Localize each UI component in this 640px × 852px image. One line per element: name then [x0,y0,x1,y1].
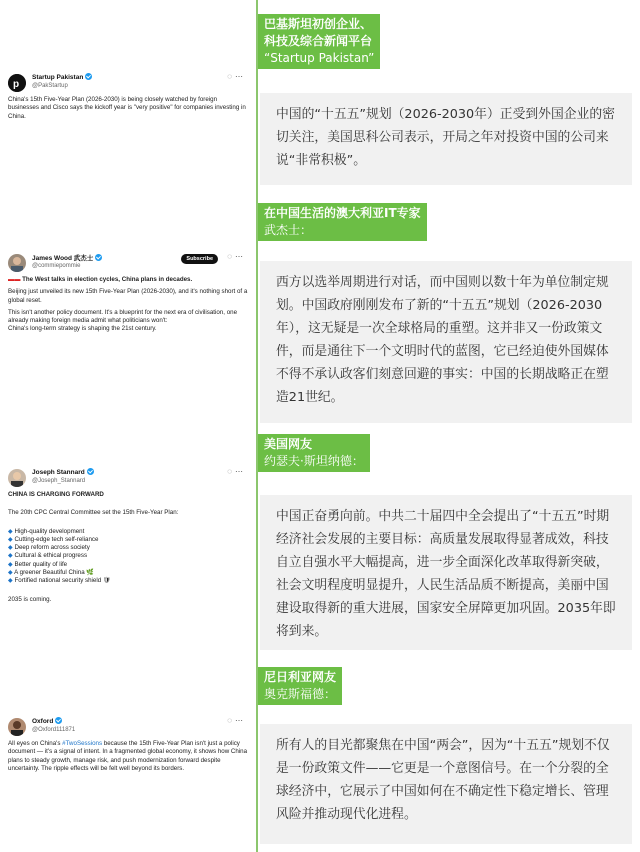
list-item: ◆ Cutting-edge tech self-reliance [8,535,99,543]
section-label-james-wood [258,203,427,241]
verified-badge-icon [87,468,94,475]
translation-box: 中国的“十五五”规划（2026-2030年）正受到外国企业的密切关注，美国思科公司表示，开局之年对投资中国的公司来说“非常积极”。 [260,93,632,185]
list-item: ◆ A greener Beautiful China 🌿 [8,569,95,577]
avatar[interactable] [8,74,26,92]
translation-box: 西方以选举周期进行对话，而中国则以数十年为单位制定规划。中国政府刚刚发布了新的“十五五”规划（2026-2030年），这无疑是一次全球格局的重塑。这并非又一份政策文件，而是通往下一个文明时代的蓝图，它已经迫使外国媒体不得不承认政客们刻意回避的事实：中国的长期战略正在塑造21世纪。 [260,261,632,423]
tweet-oxford[interactable] [8,716,248,773]
tweet-joseph-stannard[interactable] [8,467,248,608]
section-subtitle: 奥克斯福德： [264,687,337,701]
list-item: ◆ Fortified national security shield 🛡 [8,577,111,585]
avatar[interactable] [8,469,26,487]
svg-text:p: p [13,79,20,90]
more-options-icon[interactable]: ⋯ [235,716,246,725]
section-title: 尼日利亚网友 [264,670,337,684]
tweet-intro: The 20th CPC Central Committee set the 15th Five-Year Plan: [8,509,179,517]
author-name[interactable]: Joseph Stannard [32,469,85,476]
grok-icon[interactable]: ◌ [227,72,235,81]
subscribe-button[interactable]: Subscribe [181,254,218,264]
tweet-james-wood[interactable] [8,252,248,338]
tweet-text: China's 15th Five-Year Plan (2026-2030) is being closely watched by foreign businesses and Cisco says the kickoff year is "very positive" for companies investing in China. [8,96,246,120]
author-handle[interactable]: @Joseph_Stannard [32,478,86,484]
section-subtitle: 武杰士： [264,223,313,237]
translation-box: 中国正奋勇向前。中共二十届四中全会提出了“十五五”时期经济社会发展的主要目标：高质量发展取得显著成效，科技自立自强水平大幅提高，进一步全面深化改革取得新突破，社会文明程度明显提升，人民生活品质不断提高，美丽中国建设取得新的重大进展，国家安全屏障更加巩固。2035年即将到来。 [260,495,632,650]
tweet-headline: CHINA IS CHARGING FORWARD [8,491,104,498]
author-handle[interactable]: @commiepommie [32,263,81,269]
list-item: ◆ Deep reform across society [8,544,90,552]
tweet-paragraph: Beijing just unveiled its new 15th Five-Year Plan (2026-2030), and it's nothing short of a global reset. [8,288,248,304]
section-subtitle: 约瑟夫·斯坦纳德： [264,454,364,468]
section-label-startup-pakistan [258,14,380,69]
section-title: 美国网友 [264,437,313,451]
avatar[interactable] [8,718,26,736]
section-label-oxford [258,667,342,705]
author-handle[interactable]: @PakStartup [32,83,68,89]
verified-badge-icon [55,717,62,724]
section-title: 在中国生活的澳大利亚IT专家 [264,206,421,220]
more-options-icon[interactable]: ⋯ [235,72,246,81]
tweet-list [8,528,248,586]
divider [256,0,258,852]
author-handle[interactable]: @Oxford111871 [32,727,76,733]
more-options-icon[interactable]: ⋯ [235,252,246,261]
section-title: 巴基斯坦初创企业、 [264,17,373,31]
translation-box: 所有人的目光都聚焦在中国“两会”，因为“十五五”规划不仅是一份政策文件——它更是一个意图信号。在一个分裂的全球经济中，它展示了中国如何在不确定性下稳定增长、管理风险并推动现代化进程。 [260,724,632,844]
verified-badge-icon [85,73,92,80]
list-item: ◆ High-quality development [8,527,85,535]
more-options-icon[interactable]: ⋯ [235,467,246,476]
tweet-text: All eyes on China's #TwoSessions because the 15th Five-Year Plan isn't just a policy document — it's a signal of intent. In a fragmented global economy, it shows how China plans to steady growth, manage risk, and push modernization forward despite uncertainty. The ripple effects will be felt well beyond its borders. [8,740,248,772]
author-name[interactable]: Startup Pakistan [32,74,84,81]
grok-icon[interactable]: ◌ [227,716,235,725]
list-item: ◆ Better quality of life [8,560,68,568]
tweets-column [0,0,256,852]
hashtag-link[interactable]: #TwoSessions [62,740,103,747]
grok-icon[interactable]: ◌ [227,467,235,476]
list-item: ◆ Cultural & ethical progress [8,552,88,560]
tweet-startup-pakistan[interactable] [8,72,248,121]
tweet-headline: The West talks in election cycles, China plans in decades. [22,276,193,283]
tweet-outro: 2035 is coming. [8,595,52,603]
avatar[interactable] [8,254,26,272]
verified-badge-icon [95,254,102,261]
author-name[interactable]: Oxford [32,718,54,725]
grok-icon[interactable]: ◌ [227,252,235,261]
section-title: 科技及综合新闻平台 [264,34,373,48]
tweet-paragraph: China's long-term strategy is shaping the 21st century. [8,325,157,333]
tweet-paragraph: This isn't another policy document. It's a blueprint for the next era of civilisation, one already making foreign media admit what politicians won't: [8,308,238,325]
section-label-joseph-stannard [258,434,370,472]
section-subtitle: “Startup Pakistan” [264,51,375,65]
flag-icon: ▬▬ [8,276,21,283]
author-name[interactable]: James Wood 武杰士 [32,255,94,262]
